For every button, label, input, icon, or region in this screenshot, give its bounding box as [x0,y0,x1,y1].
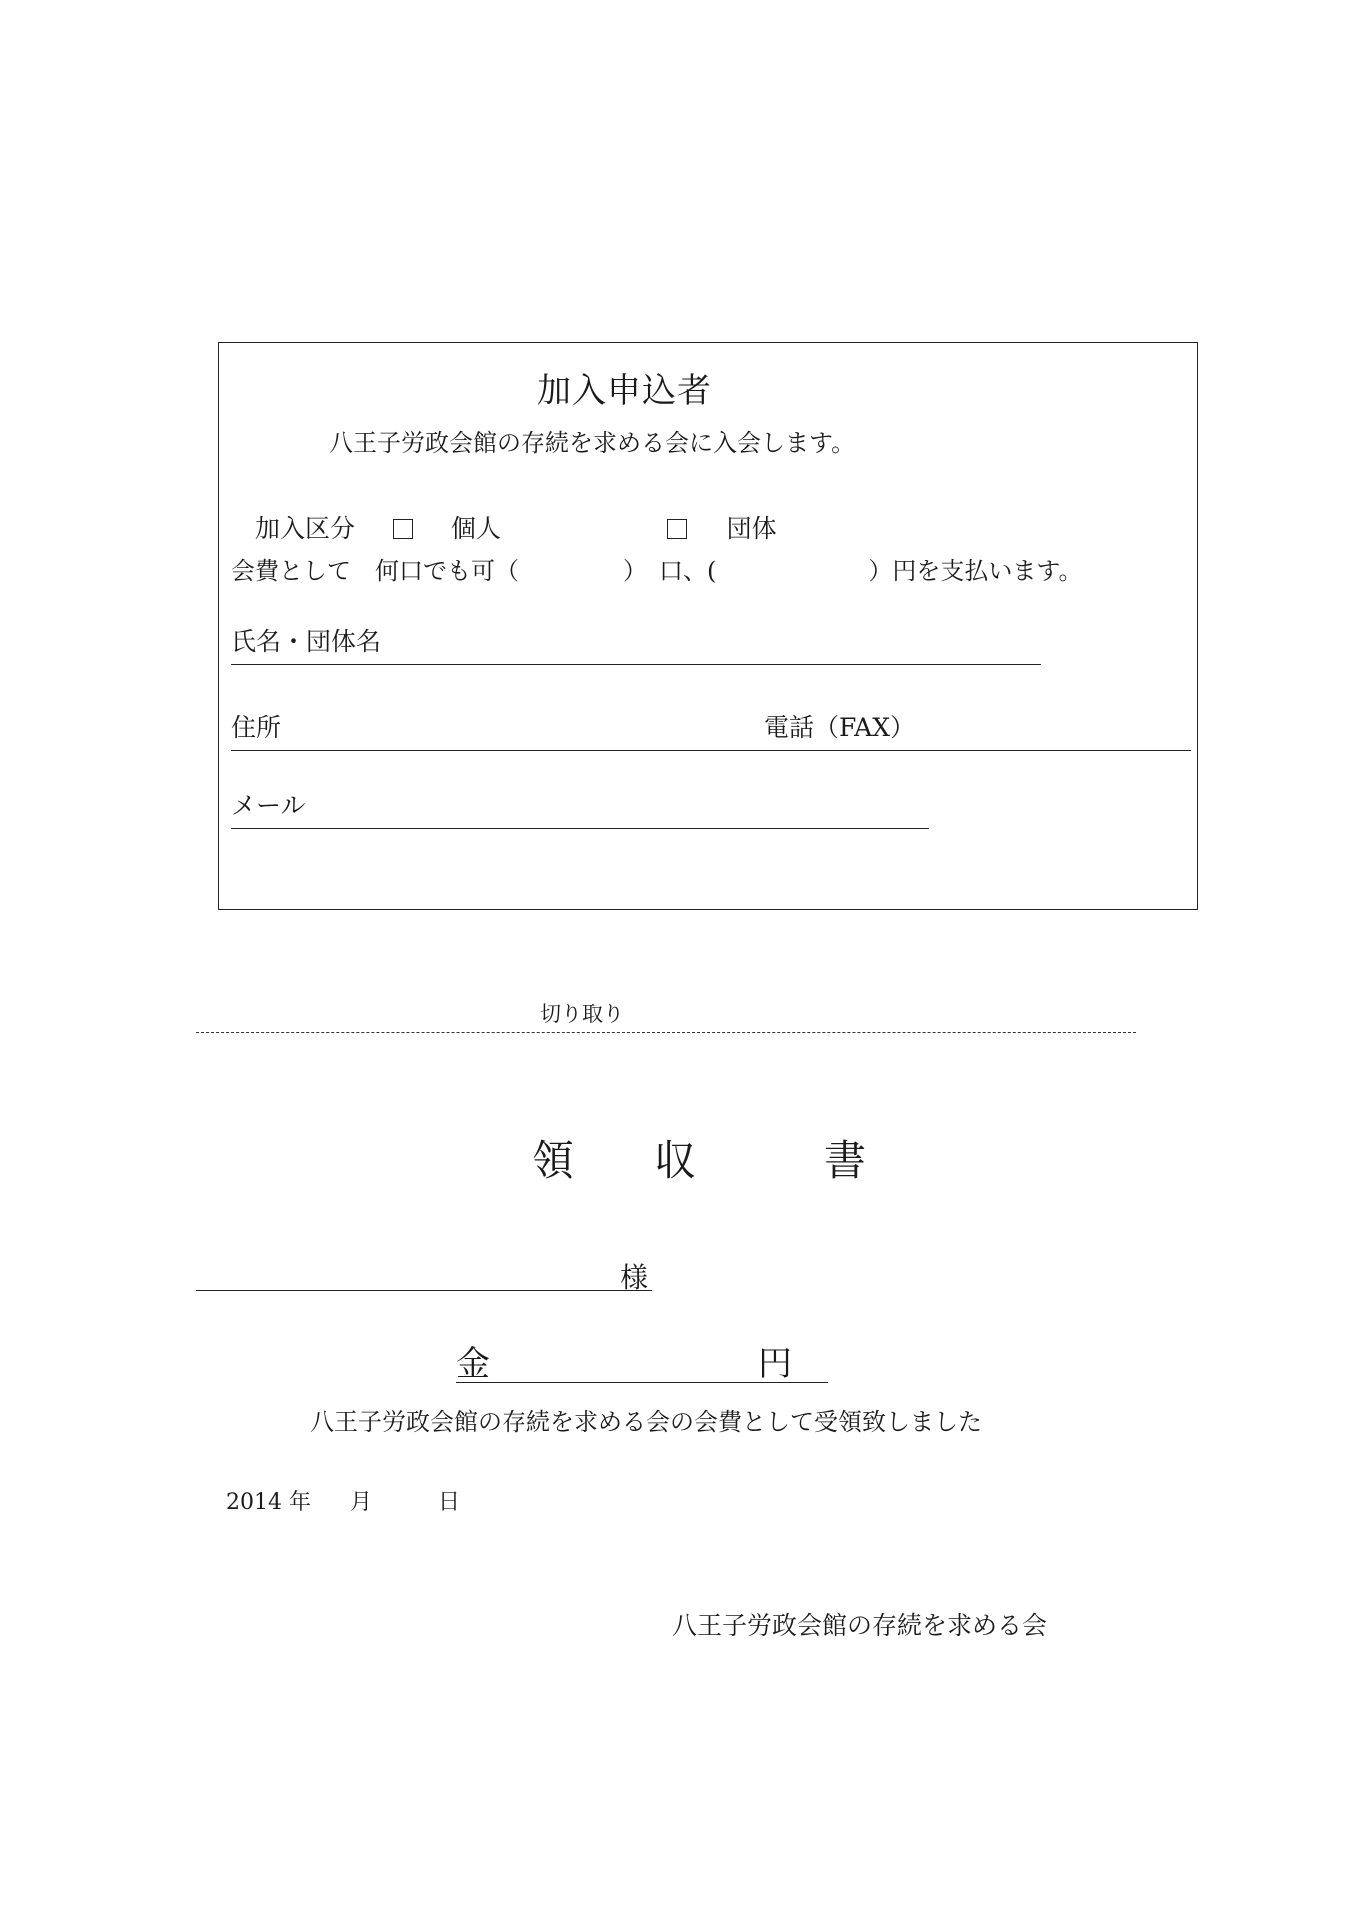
membership-category-row [255,509,777,545]
email-field[interactable] [231,788,929,829]
group-checkbox[interactable] [667,519,687,539]
addressee-line[interactable] [196,1290,652,1291]
fee-row [231,551,1082,586]
cut-line [196,1032,1136,1033]
application-title: 加入申込者 [537,371,712,411]
amount-prefix: 金 [456,1344,490,1384]
date-day: 日 [438,1490,461,1515]
receipt-title-char-2: 収 [654,1136,697,1185]
phone-label: 電話（FAX） [764,713,916,742]
individual-option-label: 個人 [450,514,501,543]
category-label: 加入区分 [255,514,356,543]
individual-checkbox[interactable] [393,519,413,539]
fee-text-amount-close: ）円を支払います。 [868,557,1083,585]
amount-field[interactable] [456,1336,828,1383]
receipt-title-char-1: 領 [532,1136,575,1185]
address-label: 住所 [231,713,282,742]
receipt-statement: 八王子労政会館の存続を求める会の会費として受領致しました [310,1408,982,1436]
addressee-honorific: 様 [620,1261,649,1294]
fee-text-units-open: 会費として 何口でも可（ [231,557,519,585]
email-label: メール [231,791,306,820]
amount-suffix: 円 [758,1344,792,1384]
application-form [218,342,1198,910]
fee-text-units-close: ） 口、( [623,557,717,585]
address-field[interactable] [231,710,1191,751]
issuer-name: 八王子労政会館の存続を求める会 [672,1611,1048,1640]
date-month: 月 [350,1490,373,1515]
name-field[interactable] [231,624,1041,665]
application-statement: 八王子労政会館の存続を求める会に入会します。 [329,429,856,457]
name-label: 氏名・団体名 [231,627,382,656]
cut-label: 切り取り [540,1002,624,1026]
date-year: 2014 年 [226,1490,311,1515]
group-option-label: 団体 [726,514,777,543]
receipt-title-char-3: 書 [824,1136,867,1185]
